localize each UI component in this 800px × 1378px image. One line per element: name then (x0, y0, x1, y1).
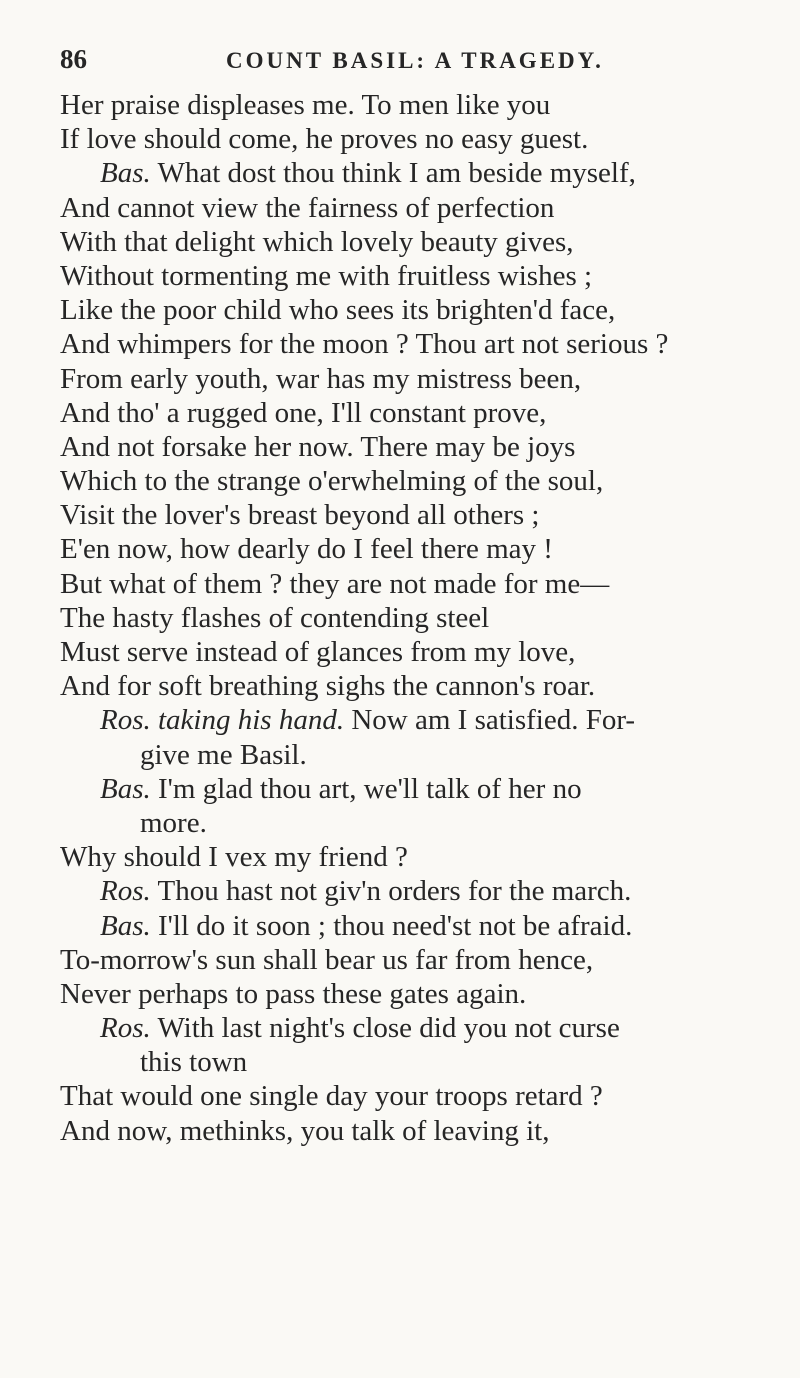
verse-line (60, 601, 780, 635)
verse-line (60, 738, 780, 772)
line-text: With last night's close did you not curse (150, 1012, 620, 1045)
speaker-name: Bas. (100, 157, 151, 190)
line-text: With that delight which lovely beauty gives, (60, 225, 574, 258)
verse-line (60, 1079, 780, 1113)
verse-line (60, 464, 780, 498)
line-text: give me Basil. (140, 738, 307, 771)
verse-line (60, 909, 780, 943)
line-text: And now, methinks, you talk of leaving it, (60, 1114, 550, 1147)
verse-line (60, 498, 780, 532)
verse-line (60, 259, 780, 293)
verse-line (60, 1114, 780, 1148)
line-text: And tho' a rugged one, I'll constant prove, (60, 396, 547, 429)
verse-line (60, 703, 780, 737)
verse-line (60, 191, 780, 225)
line-text: From early youth, war has my mistress been, (60, 362, 582, 395)
line-text: To-morrow's sun shall bear us far from hence, (60, 943, 594, 976)
line-text: Like the poor child who sees its brighten'd face, (60, 294, 616, 327)
line-text: Must serve instead of glances from my love, (60, 636, 576, 668)
line-text: Now am I satisfied. For- (344, 704, 636, 737)
verse-line (60, 669, 780, 703)
line-text: Thou hast not giv'n orders for the march. (150, 875, 632, 908)
line-text: Visit the lover's breast beyond all others ; (60, 499, 540, 532)
speaker-name: Ros. (100, 1012, 151, 1045)
line-text: I'm glad thou art, we'll talk of her no (150, 772, 582, 805)
verse-line (60, 840, 780, 874)
line-text: this town (140, 1046, 248, 1079)
running-title: COUNT BASIL: A TRAGEDY. (226, 48, 604, 73)
verse-line (60, 874, 780, 908)
page-number: 86 (60, 44, 87, 74)
line-text: If love should come, he proves no easy guest. (60, 123, 589, 156)
verse-line (60, 396, 780, 430)
speaker-name: Bas. (100, 909, 151, 942)
verse-line (60, 293, 780, 327)
line-text: And for soft breathing sighs the cannon's roar. (60, 670, 596, 703)
verse-line (60, 1045, 780, 1079)
line-text: That would one single day your troops retard ? (60, 1080, 603, 1113)
line-text: Her praise displeases me. To men like you (60, 89, 551, 121)
speaker-name: Ros. taking his hand. (100, 704, 345, 737)
speaker-name: Ros. (100, 875, 151, 908)
speaker-name: Bas. (100, 772, 151, 805)
page-header (60, 44, 604, 74)
line-text: And cannot view the fairness of perfection (60, 191, 555, 224)
verse-line (60, 1011, 780, 1045)
line-text: And whimpers for the moon ? Thou art not serious ? (60, 328, 669, 361)
line-text: But what of them ? they are not made for me— (60, 567, 610, 600)
line-text: E'en now, how dearly do I feel there may ! (60, 533, 553, 566)
line-text: I'll do it soon ; thou need'st not be afraid. (150, 909, 633, 942)
verse-line (60, 122, 780, 156)
verse-line (60, 430, 780, 464)
line-text: The hasty flashes of contending steel (60, 601, 490, 634)
line-text: Without tormenting me with fruitless wishes ; (60, 259, 593, 292)
verse-text (60, 88, 780, 1148)
verse-line (60, 943, 780, 977)
verse-line (60, 327, 780, 361)
verse-line (60, 567, 780, 601)
verse-line (60, 772, 780, 806)
line-text: Why should I vex my friend ? (60, 841, 408, 874)
line-text: Never perhaps to pass these gates again. (60, 977, 527, 1010)
verse-line (60, 362, 780, 396)
verse-line (60, 225, 780, 259)
verse-line (60, 88, 780, 122)
line-text: And not forsake her now. There may be joys (60, 430, 576, 463)
line-text: more. (140, 806, 207, 839)
line-text: Which to the strange o'erwhelming of the soul, (60, 465, 604, 498)
verse-line (60, 156, 780, 190)
verse-line (60, 977, 780, 1011)
line-text: What dost thou think I am beside myself, (150, 157, 636, 190)
verse-line (60, 635, 780, 669)
verse-line (60, 532, 780, 566)
verse-line (60, 806, 780, 840)
